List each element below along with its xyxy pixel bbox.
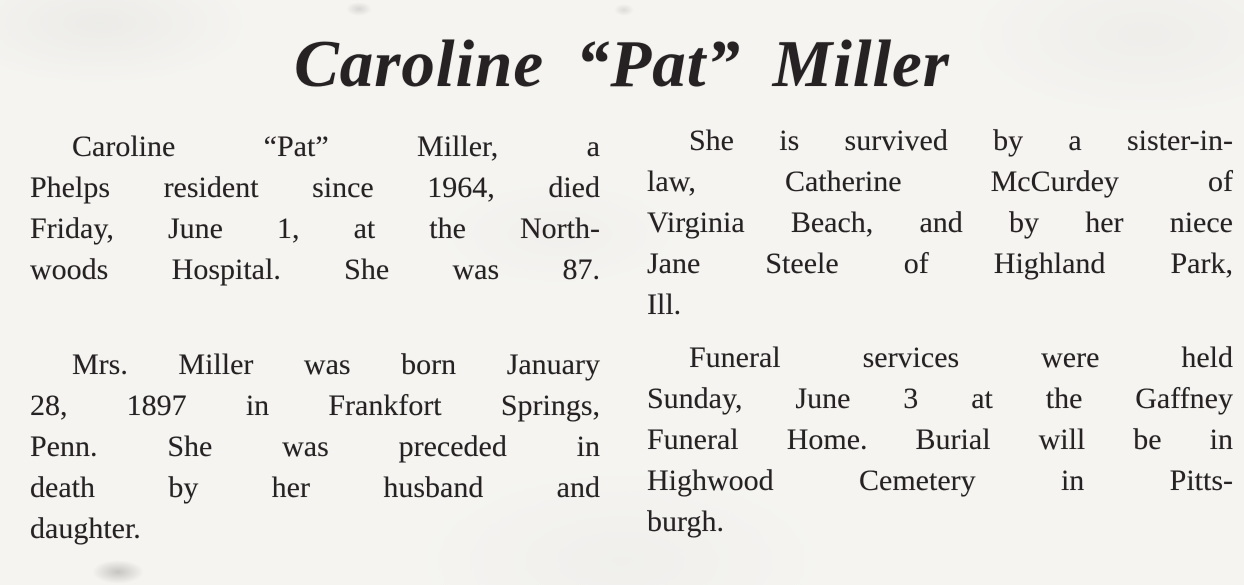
article-columns bbox=[30, 126, 1233, 549]
text-line: burgh. bbox=[647, 505, 724, 538]
paragraph bbox=[30, 344, 600, 549]
text-line: woods Hospital. She was 87. bbox=[30, 253, 600, 286]
text-line: Jane Steele of Highland Park, bbox=[647, 247, 1233, 280]
text-line: Mrs. Miller was born January bbox=[72, 348, 600, 381]
text-line: Caroline “Pat” Miller, a bbox=[72, 130, 600, 163]
paragraph bbox=[647, 120, 1233, 325]
text-line: law, Catherine McCurdey of bbox=[647, 165, 1233, 198]
text-line: Sunday, June 3 at the Gaffney bbox=[647, 382, 1233, 415]
text-line: She is survived by a sister-in- bbox=[689, 124, 1233, 157]
text-line: daughter. bbox=[30, 512, 141, 545]
text-line: death by her husband and bbox=[30, 471, 600, 504]
text-line: Penn. She was preceded in bbox=[30, 430, 600, 463]
paragraph bbox=[647, 337, 1233, 542]
paragraph bbox=[30, 126, 600, 290]
scan-smudge bbox=[92, 560, 144, 584]
column-left bbox=[30, 126, 600, 549]
column-right bbox=[647, 120, 1233, 549]
text-line: Funeral services were held bbox=[689, 341, 1233, 374]
text-line: Ill. bbox=[647, 288, 682, 321]
text-line: 28, 1897 in Frankfort Springs, bbox=[30, 389, 600, 422]
scan-smudge bbox=[346, 2, 372, 16]
text-line: Funeral Home. Burial will be in bbox=[647, 423, 1233, 456]
text-line: Phelps resident since 1964, died bbox=[30, 171, 600, 204]
text-line: Virginia Beach, and by her niece bbox=[647, 206, 1233, 239]
text-line: Highwood Cemetery in Pitts- bbox=[647, 464, 1233, 497]
text-line: Friday, June 1, at the North- bbox=[30, 212, 600, 245]
obituary-headline: Caroline “Pat” Miller bbox=[294, 27, 950, 101]
scan-smudge bbox=[614, 4, 634, 16]
